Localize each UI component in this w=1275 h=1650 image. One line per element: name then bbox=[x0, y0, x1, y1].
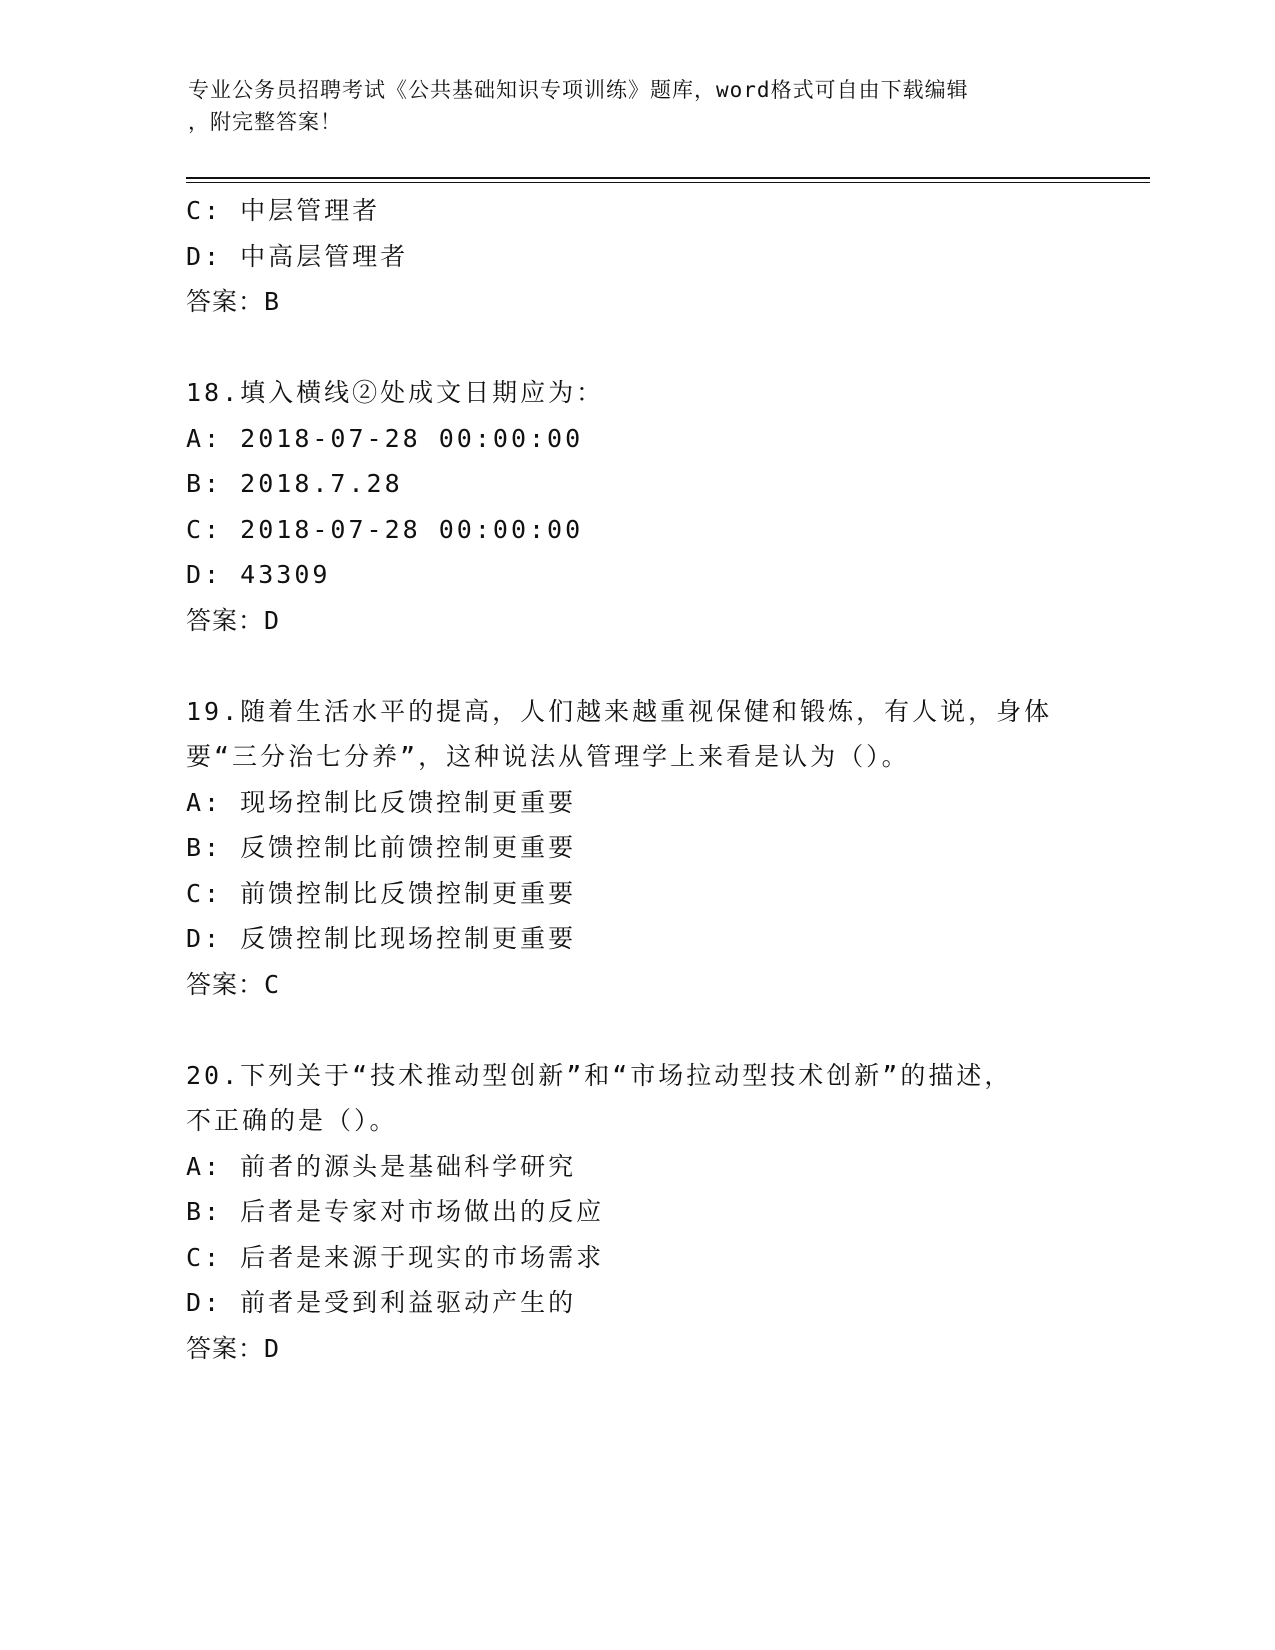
question-stem: 18.填入横线②处成文日期应为： bbox=[186, 378, 605, 407]
option-a: A: 2018-07-28 00:00:00 bbox=[186, 423, 584, 453]
page-header bbox=[188, 74, 1068, 138]
question-stem: 19.随着生活水平的提高，人们越来越重视保健和锻炼，有人说，身体 bbox=[186, 696, 1053, 726]
option-d: D: 反馈控制比现场控制更重要 bbox=[186, 924, 577, 953]
option-b: B: 反馈控制比前馈控制更重要 bbox=[186, 833, 577, 862]
option-c: C: 2018-07-28 00:00:00 bbox=[186, 514, 584, 544]
answer-line: 答案：D bbox=[186, 605, 281, 635]
option-b: B: 2018.7.28 bbox=[186, 469, 403, 498]
question-stem-continued: 不正确的是（）。 bbox=[186, 1106, 398, 1135]
question-continued bbox=[186, 188, 1086, 325]
answer-line: 答案：B bbox=[186, 287, 281, 316]
question-19 bbox=[186, 689, 1086, 1008]
question-18 bbox=[186, 370, 1086, 643]
question-stem: 20.下列关于“技术推动型创新”和“市场拉动型技术创新”的描述， bbox=[186, 1060, 1013, 1090]
option-d: D: 前者是受到利益驱动产生的 bbox=[186, 1288, 577, 1317]
header-rule-thick bbox=[186, 177, 1150, 179]
option-b: B: 后者是专家对市场做出的反应 bbox=[186, 1197, 605, 1226]
question-list bbox=[186, 188, 1086, 1371]
spacer bbox=[186, 643, 1086, 689]
header-line-2: ，附完整答案！ bbox=[188, 110, 342, 134]
header-rule-thin bbox=[186, 182, 1150, 183]
option-a: A: 现场控制比反馈控制更重要 bbox=[186, 787, 577, 817]
option-c: C: 前馈控制比反馈控制更重要 bbox=[186, 878, 577, 908]
option-c: C: 中层管理者 bbox=[186, 196, 381, 225]
option-d: D: 43309 bbox=[186, 560, 331, 589]
question-stem-continued: 要“三分治七分养”，这种说法从管理学上来看是认为（）。 bbox=[186, 742, 910, 771]
spacer bbox=[186, 1007, 1086, 1053]
header-line-1: 专业公务员招聘考试《公共基础知识专项训练》题库，word格式可自由下载编辑 bbox=[188, 78, 969, 102]
answer-line: 答案：C bbox=[186, 969, 281, 999]
option-d: D: 中高层管理者 bbox=[186, 241, 409, 271]
spacer bbox=[186, 325, 1086, 371]
option-c: C: 后者是来源于现实的市场需求 bbox=[186, 1242, 605, 1272]
answer-line: 答案：D bbox=[186, 1333, 281, 1363]
question-20 bbox=[186, 1053, 1086, 1372]
option-a: A: 前者的源头是基础科学研究 bbox=[186, 1151, 577, 1181]
